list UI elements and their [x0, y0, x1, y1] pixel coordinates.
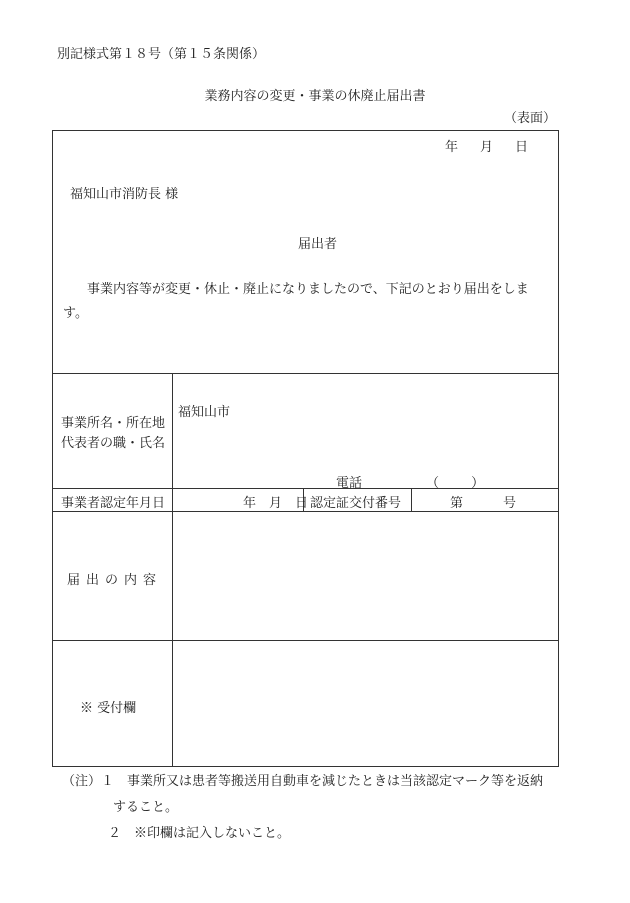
note-1: （注）１ 事業所又は患者等搬送用自動車を減じたときは当該認定マーク等を返納	[62, 774, 544, 789]
phone-paren: （ ）	[426, 476, 499, 491]
statement: 事業内容等が変更・休止・廃止になりましたので、下記のとおり届出をします。	[63, 282, 529, 321]
note-2: ２ ※印欄は記入しないこと。	[108, 826, 291, 841]
form-id: 別記様式第１８号（第１５条関係）	[57, 47, 266, 62]
content-label: 届出の内容	[67, 573, 163, 588]
reception-label: ※ 受付欄	[80, 701, 137, 716]
form-title: 業務内容の変更・事業の休廃止届出書	[204, 89, 426, 104]
form-frame	[52, 130, 559, 767]
rule-content-bottom	[53, 640, 558, 641]
office-label-line-2: 代表者の職・氏名	[61, 436, 166, 451]
phone-label: 電話	[336, 476, 363, 491]
office-label	[61, 414, 165, 454]
rule-label-column	[172, 373, 173, 766]
office-city: 福知山市	[178, 405, 231, 420]
cert-number	[450, 492, 516, 511]
date-day: 日	[514, 140, 528, 155]
date-line	[423, 136, 528, 155]
addressee: 福知山市消防長 様	[70, 187, 179, 202]
rule-cert-bottom	[53, 511, 558, 512]
rule-header-bottom	[53, 373, 558, 374]
cert-date-year: 年	[243, 496, 257, 511]
cert-date-label: 事業者認定年月日	[61, 496, 166, 511]
cert-number-prefix: 第	[450, 496, 464, 511]
side-label: （表面）	[503, 111, 556, 126]
rule-cert-split-2	[411, 488, 412, 511]
date-year: 年	[444, 140, 458, 155]
cert-date	[230, 492, 308, 511]
cert-date-day: 日	[295, 496, 309, 511]
cert-number-suffix: 号	[503, 496, 517, 511]
cert-number-label: 認定証交付番号	[310, 496, 402, 511]
cert-date-month: 月	[269, 496, 283, 511]
date-month: 月	[479, 140, 493, 155]
notifier-label: 届出者	[298, 237, 338, 252]
note-1-continued: すること。	[113, 800, 179, 815]
office-label-line-1: 事業所名・所在地	[61, 416, 166, 431]
